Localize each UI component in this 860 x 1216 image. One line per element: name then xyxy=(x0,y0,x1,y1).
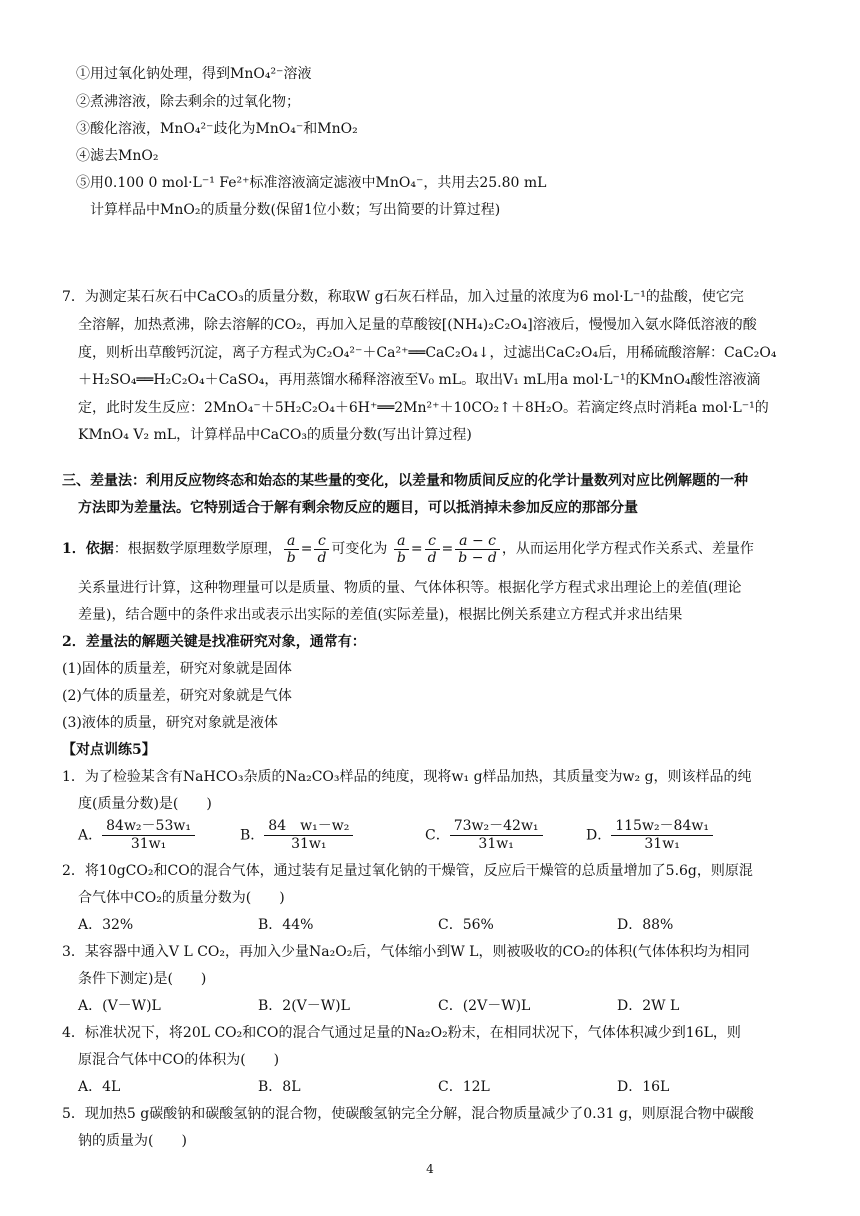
q1-line-1: 1．为了检验某含有NaHCO₃杂质的Na₂CO₃样品的纯度，现将w₁ g样品加热，其质量变为w₂ g，则该样品的纯 xyxy=(62,769,752,785)
page-number: 4 xyxy=(426,1162,434,1176)
q3-line-2: 条件下测定)是( ) xyxy=(78,971,207,987)
q5-line-2: 钠的质量为( ) xyxy=(78,1133,187,1149)
basis-mid: 可变化为 xyxy=(331,541,388,557)
q2-option-d[interactable]: D．88% xyxy=(617,917,674,933)
q4-option-a[interactable]: A．4L xyxy=(78,1079,121,1095)
step-4: ④滤去MnO₂ xyxy=(76,148,159,164)
case-3: (3)液体的质量，研究对象就是液体 xyxy=(62,715,278,731)
q3-option-a[interactable]: A．(V－W)L xyxy=(78,998,161,1014)
step-1: ①用过氧化钠处理，得到MnO₄²⁻溶液 xyxy=(76,66,312,82)
q3-line-1: 3．某容器中通入V L CO₂，再加入少量Na₂O₂后，气体缩小到W L，则被吸收的CO₂的体积(气体体积均为相同 xyxy=(62,944,750,960)
q1-option-b[interactable]: B． $\frac{\text{84 w₁－w₂}}{\text{31w₁}}$ xyxy=(240,818,353,853)
step-2: ②煮沸溶液，除去剩余的过氧化物； xyxy=(76,94,300,110)
q7-line-6: KMnO₄ V₂ mL，计算样品中CaCO₃的质量分数(写出计算过程) xyxy=(78,427,472,443)
case-2: (2)气体的质量差，研究对象就是气体 xyxy=(62,688,292,704)
step-5: ⑤用0.100 0 mol·L⁻¹ Fe²⁺标准溶液滴定滤液中MnO₄⁻，共用去25.80 mL xyxy=(76,175,547,191)
q3-option-d[interactable]: D．2W L xyxy=(617,998,680,1014)
q3-option-c[interactable]: C．(2V－W)L xyxy=(438,998,531,1014)
q4-line-1: 4．标准状况下，将20L CO₂和CO的混合气通过足量的Na₂O₂粉末，在相同状况下，气体体积减少到16L，则 xyxy=(62,1025,741,1041)
q1-line-2: 度(质量分数)是( ) xyxy=(78,796,212,812)
q7-line-1: 7．为测定某石灰石中CaCO₃的质量分数，称取W g石灰石样品，加入过量的浓度为6 mol·L⁻¹的盐酸，使它完 xyxy=(62,289,744,305)
q7-line-2: 全溶解，加热煮沸，除去溶解的CO₂，再加入足量的草酸铵[(NH₄)₂C₂O₄]溶液后，慢慢加入氨水降低溶液的酸 xyxy=(78,317,757,333)
basis-label: 1．依据 xyxy=(62,541,114,557)
basis-line-2: 关系量进行计算，这种物理量可以是质量、物质的量、气体体积等。根据化学方程式求出理论上的差值(理论 xyxy=(78,580,742,596)
q2-line-2: 合气体中CO₂的质量分数为( ) xyxy=(78,890,285,906)
section3-title-line2: 方法即为差量法。它特别适合于解有剩余物反应的题目，可以抵消掉未参加反应的那部分量 xyxy=(78,500,638,516)
q5-line-1: 5．现加热5 g碳酸钠和碳酸氢钠的混合物，使碳酸氢钠完全分解，混合物质量减少了0.31 g，则原混合物中碳酸 xyxy=(62,1106,754,1122)
q3-option-b[interactable]: B．2(V－W)L xyxy=(258,998,350,1014)
q4-option-d[interactable]: D．16L xyxy=(617,1079,670,1095)
step-3: ③酸化溶液，MnO₄²⁻歧化为MnO₄⁻和MnO₂ xyxy=(76,121,358,137)
fraction-c-over-d-2: $\frac{c}{d}$ xyxy=(425,533,440,566)
equals-sign: = xyxy=(410,541,423,557)
q4-option-b[interactable]: B．8L xyxy=(258,1079,301,1095)
q2-option-a[interactable]: A．32% xyxy=(78,917,134,933)
q7-line-5: 定，此时发生反应：2MnO₄⁻＋5H₂C₂O₄＋6H⁺══2Mn²⁺＋10CO₂↑＋8H₂O。若滴定终点时消耗a mol·L⁻¹的 xyxy=(78,400,769,416)
basis-line xyxy=(62,532,754,566)
key-point: 2．差量法的解题关键是找准研究对象，通常有： xyxy=(62,634,366,650)
q1-option-a[interactable]: A． $\frac{\text{84w₂－53w₁}}{\text{31w₁}}$ xyxy=(78,818,195,853)
basis-pre: ：根据数学原理数学原理， xyxy=(113,541,282,557)
training-title: 【对点训练5】 xyxy=(62,742,156,758)
q2-option-c[interactable]: C．56% xyxy=(438,917,494,933)
basis-line-3: 差量)，结合题中的条件求出或表示出实际的差值(实际差量)，根据比例关系建立方程式并求出结果 xyxy=(78,607,683,623)
equals-sign: = xyxy=(300,541,313,557)
q1-option-d[interactable]: D． $\frac{\text{115w₂－84w₁}}{\text{31w₁}}$ xyxy=(586,818,713,853)
fraction-diff: $\frac{a - c}{b - d}$ xyxy=(455,533,500,566)
basis-post: ，从而运用化学方程式作关系式、差量作 xyxy=(501,541,754,557)
section3-title-line1: 三、差量法：利用反应物终态和始态的某些量的变化，以差量和物质间反应的化学计量数列对应比例解题的一种 xyxy=(62,473,748,489)
q1-option-c[interactable]: C． $\frac{\text{73w₂－42w₁}}{\text{31w₁}}$ xyxy=(425,818,543,853)
step-calc-instruction: 计算样品中MnO₂的质量分数(保留1位小数；写出简要的计算过程) xyxy=(90,202,501,218)
fraction-c-over-d: $\frac{c}{d}$ xyxy=(314,533,329,566)
equals-sign: = xyxy=(441,541,454,557)
q2-line-1: 2．将10gCO₂和CO的混合气体，通过装有足量过氧化钠的干燥管，反应后干燥管的总质量增加了5.6g，则原混 xyxy=(62,863,753,879)
q2-option-b[interactable]: B．44% xyxy=(258,917,314,933)
q4-option-c[interactable]: C．12L xyxy=(438,1079,490,1095)
q7-line-4: ＋H₂SO₄══H₂C₂O₄＋CaSO₄，再用蒸馏水稀释溶液至V₀ mL。取出V₁ mL用a mol·L⁻¹的KMnO₄酸性溶液滴 xyxy=(78,372,761,388)
case-1: (1)固体的质量差，研究对象就是固体 xyxy=(62,661,292,677)
fraction-a-over-b: $\frac{a}{b}$ xyxy=(284,533,299,566)
q4-line-2: 原混合气体中CO的体积为( ) xyxy=(78,1052,280,1068)
q7-line-3: 度，则析出草酸钙沉淀，离子方程式为C₂O₄²⁻＋Ca²⁺══CaC₂O₄↓，过滤出CaC₂O₄后，用稀硫酸溶解：CaC₂O₄ xyxy=(78,345,777,361)
fraction-a-over-b-2: $\frac{a}{b}$ xyxy=(394,533,409,566)
